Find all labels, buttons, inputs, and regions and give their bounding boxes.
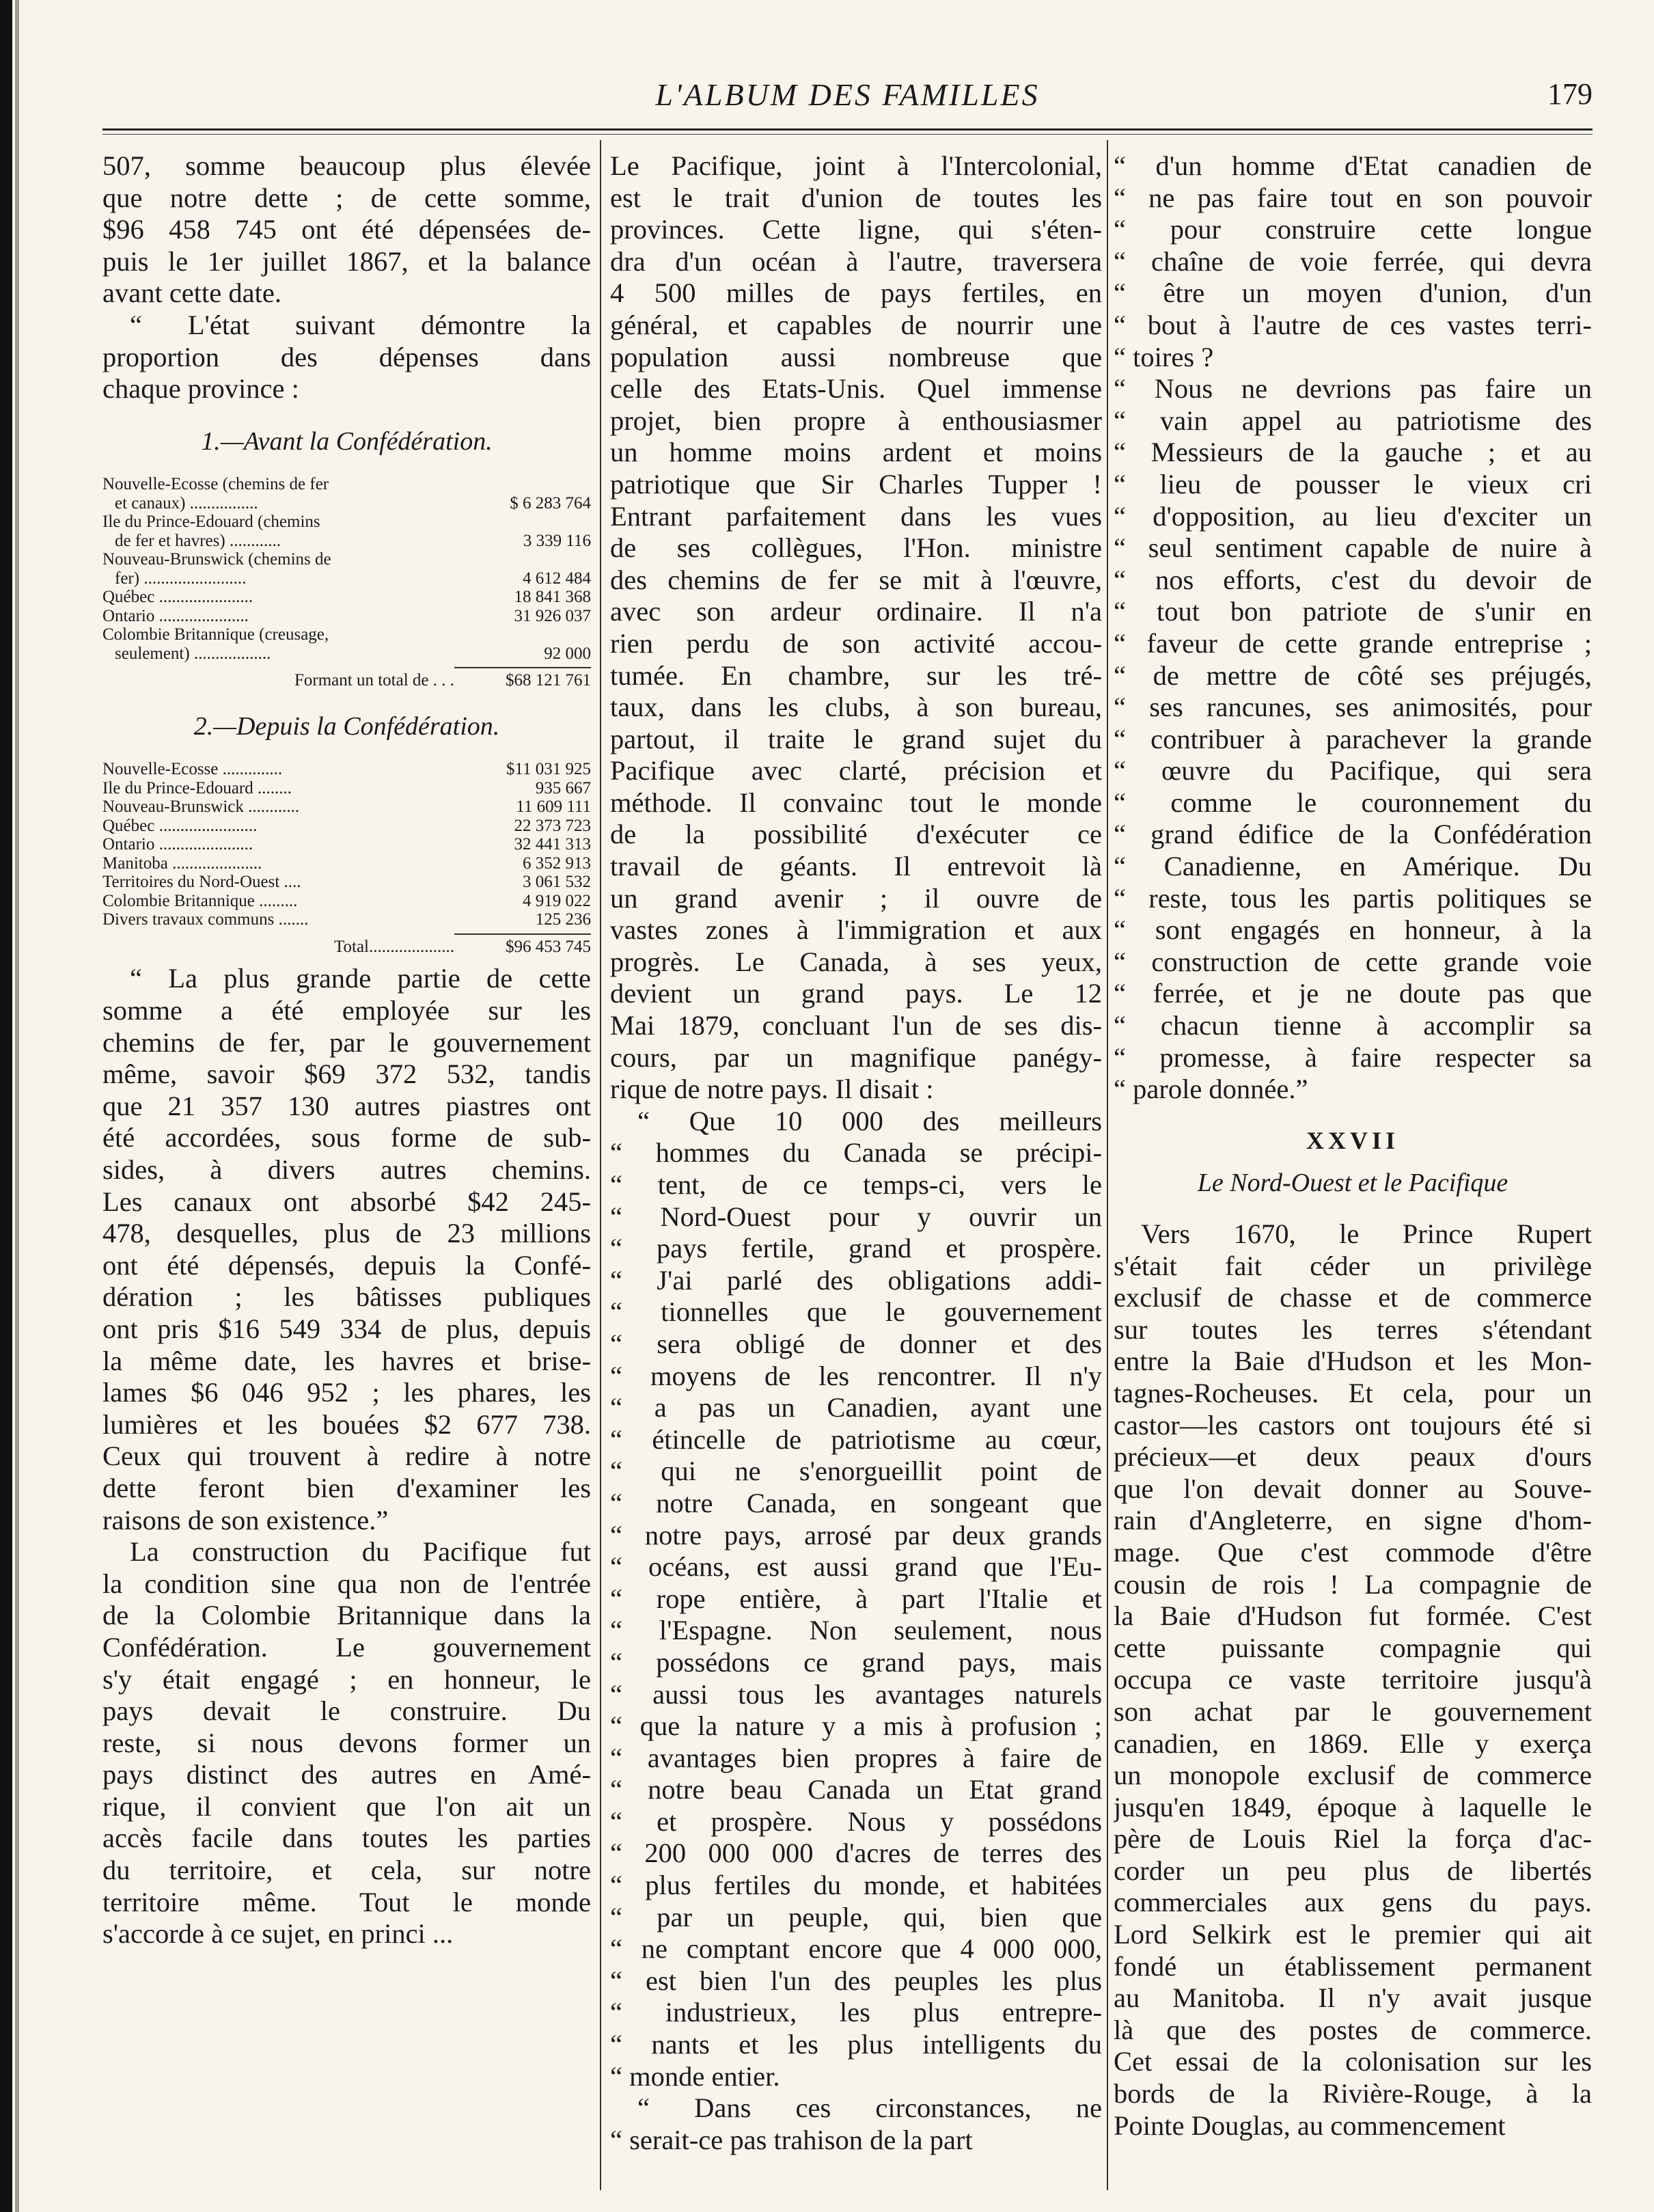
- text-line: “ sont engagés en honneur, à la: [1114, 914, 1592, 946]
- text-line: s'était fait céder un privilège: [1114, 1250, 1592, 1281]
- text-line: “ ne comptant encore que 4 000 000,: [610, 1933, 1102, 1965]
- text-line: “ sera obligé de donner et des: [610, 1328, 1102, 1359]
- text-line: “ 200 000 000 d'acres de terres des: [610, 1838, 1102, 1869]
- text-line: Confédération. Le gouvernement: [102, 1631, 591, 1663]
- text-line: rique de notre pays. Il disait :: [610, 1074, 934, 1105]
- text-line: 507, somme beaucoup plus élevée: [102, 150, 591, 181]
- table-title: 2.—Depuis la Confédération.: [193, 711, 500, 741]
- text-line: Lord Selkirk est le premier qui ait: [1114, 1919, 1592, 1950]
- text-line: projet, bien propre à enthousiasmer: [610, 405, 1102, 436]
- table-row: [102, 873, 591, 892]
- text-line: dération ; les bâtisses publiques: [102, 1281, 591, 1313]
- text-line: “ rope entière, à part l'Italie et: [610, 1583, 1102, 1614]
- text-line: “ de mettre de côté ses préjugés,: [1114, 659, 1592, 691]
- text-line: entre la Baie d'Hudson et les Mon-: [1114, 1346, 1592, 1377]
- table-row: [102, 550, 591, 569]
- text-line: “ aussi tous les avantages naturels: [610, 1678, 1102, 1710]
- text-line: la même date, les havres et brise-: [102, 1345, 591, 1376]
- text-line: “ étincelle de patriotisme au cœur,: [610, 1423, 1102, 1455]
- paragraph-block: [102, 963, 591, 1950]
- text-line: “ qui ne s'enorgueillit point de: [610, 1456, 1102, 1487]
- text-line: “ est bien l'un des peuples les plus: [610, 1965, 1102, 1996]
- text-line: là que des postes de commerce.: [1114, 2014, 1592, 2045]
- page-number: 179: [1547, 77, 1593, 111]
- text-line: lumières et les bouées $2 677 738.: [102, 1408, 591, 1440]
- text-line: “ avantages bien propres à faire de: [610, 1742, 1102, 1773]
- amount-value: 22 373 723: [514, 816, 591, 835]
- text-line: taux, dans les clubs, à son bureau,: [610, 692, 1102, 723]
- text-line: sur toutes les terres s'étendant: [1114, 1313, 1592, 1345]
- page-header: [102, 77, 1593, 124]
- text-line: Pacifique avec clarté, précision et: [610, 755, 1102, 787]
- text-line: pays distinct des autres en Amé-: [102, 1759, 591, 1790]
- text-line: “ œuvre du Pacifique, qui sera: [1114, 755, 1592, 787]
- text-line: un homme moins ardent et moins: [610, 437, 1102, 468]
- text-line: raisons de son existence.”: [102, 1504, 389, 1535]
- text-line: du territoire, et cela, sur notre: [102, 1855, 591, 1886]
- expense-table-after: [102, 760, 591, 956]
- amount-value: 6 352 913: [523, 854, 591, 873]
- province-label: Territoires du Nord-Ouest ....: [102, 873, 301, 892]
- text-column-2: [610, 150, 1102, 2156]
- table-row: [102, 569, 591, 588]
- text-line: “ chaîne de voie ferrée, qui devra: [1114, 245, 1592, 277]
- text-line: chaque province :: [102, 373, 299, 405]
- text-line: “ J'ai parlé des obligations addi-: [610, 1264, 1102, 1296]
- text-line: “ nants et les plus intelligents du: [610, 2029, 1102, 2060]
- section-number: XXVII: [1306, 1126, 1399, 1154]
- text-line: “ d'un homme d'Etat canadien de: [1114, 150, 1592, 181]
- text-line: somme a été employée sur les: [102, 995, 591, 1026]
- text-line: “ et prospère. Nous y possédons: [610, 1805, 1102, 1837]
- text-line: “ chacun tienne à accomplir sa: [1114, 1010, 1592, 1041]
- paragraph-block: [610, 150, 1102, 2156]
- text-line: Les canaux ont absorbé $42 245-: [102, 1186, 591, 1217]
- table-row: [102, 760, 591, 779]
- text-line: “ tionnelles que le gouvernement: [610, 1296, 1102, 1328]
- province-label-cont: et canaux) ................: [115, 493, 258, 513]
- text-line: tumée. En chambre, sur les tré-: [610, 659, 1102, 691]
- province-label: Manitoba .....................: [102, 854, 262, 873]
- text-line: occupa ce vaste territoire jusqu'à: [1114, 1664, 1592, 1695]
- text-line: cours, par un magnifique panégy-: [610, 1041, 1102, 1073]
- column-divider: [1107, 140, 1108, 2190]
- text-line: s'accorde à ce sujet, en princi ...: [102, 1918, 454, 1950]
- amount-value: 3 339 116: [523, 531, 591, 550]
- text-line: ont été dépensés, depuis la Confé-: [102, 1249, 591, 1281]
- text-line: lames $6 046 952 ; les phares, les: [102, 1377, 591, 1408]
- text-line: provinces. Cette ligne, qui s'éten-: [610, 214, 1102, 245]
- province-label: Nouvelle-Ecosse ..............: [102, 760, 283, 779]
- table-row: [102, 644, 591, 664]
- text-line: s'y était engagé ; en honneur, le: [102, 1663, 591, 1695]
- text-line: “ lieu de pousser le vieux cri: [1114, 468, 1592, 500]
- text-line: “ industrieux, les plus entrepre-: [610, 1997, 1102, 2028]
- text-line: “ faveur de cette grande entreprise ;: [1114, 627, 1592, 659]
- text-line: que 21 357 130 autres piastres ont: [102, 1090, 591, 1121]
- paragraph-block: [1114, 1218, 1592, 2142]
- text-line: travail de géants. Il entrevoit là: [610, 851, 1102, 882]
- sum-rule: [454, 667, 591, 668]
- table-row: [102, 607, 591, 626]
- text-line: accès facile dans toutes les parties: [102, 1822, 591, 1854]
- text-line: “ pays fertile, grand et prospère.: [610, 1233, 1102, 1264]
- amount-value: 11 609 111: [516, 797, 591, 817]
- total-value: $68 121 761: [506, 671, 591, 690]
- text-line: “ comme le couronnement du: [1114, 787, 1592, 818]
- text-line: “ possédons ce grand pays, mais: [610, 1646, 1102, 1678]
- text-line: cousin de rois ! La compagnie de: [1114, 1568, 1592, 1600]
- text-line: “ Canadienne, en Amérique. Du: [1114, 851, 1592, 882]
- text-line: rique, il convient que l'on ait un: [102, 1790, 591, 1822]
- amount-value: 935 667: [535, 778, 591, 797]
- text-line: “ grand édifice de la Confédération: [1114, 819, 1592, 850]
- province-label: Divers travaux communs .......: [102, 910, 309, 929]
- text-line: “ construction de cette grande voie: [1114, 946, 1592, 977]
- text-line: “ Messieurs de la gauche ; et au: [1114, 437, 1592, 468]
- text-line: “ océans, est aussi grand que l'Eu-: [610, 1551, 1102, 1583]
- table-row: [102, 817, 591, 836]
- province-label: Québec ......................: [102, 588, 253, 607]
- text-line: puis le 1er juillet 1867, et la balance: [102, 245, 591, 277]
- text-line: “ parole donnée.”: [1114, 1074, 1308, 1105]
- text-line: castor—les castors ont toujours été si: [1114, 1409, 1592, 1440]
- total-label: Total....................: [333, 937, 454, 956]
- text-line: 478, desquelles, plus de 23 millions: [102, 1218, 591, 1249]
- province-label: Québec .......................: [102, 816, 258, 835]
- text-line: été accordées, sous forme de sub-: [102, 1122, 591, 1153]
- text-line: mage. Que c'est commode d'être: [1114, 1536, 1592, 1568]
- province-label: Nouvelle-Ecosse (chemins de fer: [102, 475, 329, 494]
- text-line: rien perdu de son activité accou-: [610, 627, 1102, 659]
- paragraph-block: [102, 150, 591, 405]
- text-line: “ notre pays, arrosé par deux grands: [610, 1519, 1102, 1551]
- text-line: ont pris $16 549 334 de plus, depuis: [102, 1313, 591, 1344]
- text-line: exclusif de chasse et de commerce: [1114, 1282, 1592, 1313]
- text-line: Vers 1670, le Prince Rupert: [1141, 1218, 1592, 1249]
- text-line: “ nos efforts, c'est du devoir de: [1114, 564, 1592, 595]
- text-column-1: [102, 150, 591, 1950]
- running-title: L'ALBUM DES FAMILLES: [655, 77, 1040, 112]
- table-row: [102, 588, 591, 607]
- text-line: “ Que 10 000 des meilleurs: [637, 1105, 1102, 1136]
- text-line: “ notre Canada, en songeant que: [610, 1487, 1102, 1518]
- province-label: Ontario .....................: [102, 606, 249, 625]
- text-line: vastes zones à l'immigration et aux: [610, 914, 1102, 946]
- text-line: progrès. Le Canada, à ses yeux,: [610, 946, 1102, 977]
- text-line: “ tout bon patriote de s'unir en: [1114, 596, 1592, 627]
- table-row: [102, 797, 591, 817]
- text-line: “ monde entier.: [610, 2060, 780, 2092]
- text-line: Mai 1879, concluant l'un de ses dis-: [610, 1010, 1102, 1041]
- text-line: que l'on devait donner au Souve-: [1114, 1473, 1592, 1504]
- province-label: Ontario ......................: [102, 835, 253, 854]
- text-line: commerciales aux gens du pays.: [1114, 1887, 1592, 1918]
- book-spine-edge: [15, 0, 19, 2212]
- text-line: patriotique que Sir Charles Tupper !: [610, 468, 1102, 500]
- table-title: 1.—Avant la Confédération.: [201, 426, 493, 456]
- text-line: population aussi nombreuse que: [610, 341, 1102, 372]
- text-line: “ contribuer à parachever la grande: [1114, 723, 1592, 754]
- text-line: “ ne pas faire tout en son pouvoir: [1114, 182, 1592, 213]
- text-line: “ Nord-Ouest pour y ouvrir un: [610, 1201, 1102, 1232]
- table-row: [102, 854, 591, 873]
- amount-value: 31 926 037: [514, 606, 591, 625]
- text-line: sides, à divers autres chemins.: [102, 1154, 591, 1185]
- text-line: au Manitoba. Il n'y avait jusque: [1114, 1982, 1592, 2014]
- province-label: Colombie Britannique (creusage,: [102, 625, 329, 644]
- text-line: un grand avenir ; il ouvre de: [610, 882, 1102, 914]
- book-spine-shadow: [0, 0, 12, 2212]
- amount-value: 125 236: [535, 910, 591, 929]
- table-row: [102, 892, 591, 911]
- text-line: bords de la Rivière-Rouge, à la: [1114, 2078, 1592, 2109]
- text-line: la Baie d'Hudson fut formée. C'est: [1114, 1600, 1592, 1632]
- table-row: [102, 494, 591, 513]
- header-rule: [102, 128, 1593, 131]
- text-line: “ bout à l'autre de ces vastes terri-: [1114, 309, 1592, 340]
- text-line: “ ferrée, et je ne doute pas que: [1114, 978, 1592, 1009]
- province-label: Nouveau-Brunswick ............: [102, 797, 300, 817]
- text-line: Pointe Douglas, au commencement: [1114, 2109, 1506, 2141]
- text-line: même, savoir $69 372 532, tandis: [102, 1059, 591, 1090]
- text-line: Le Pacifique, joint à l'Intercolonial,: [610, 150, 1102, 181]
- province-label-cont: fer) ........................: [115, 569, 247, 588]
- text-line: des chemins de fer se mit à l'œuvre,: [610, 564, 1102, 595]
- text-line: territoire même. Tout le monde: [102, 1886, 591, 1917]
- text-line: reste, si nous devons former un: [102, 1727, 591, 1758]
- text-line: “ serait-ce pas trahison de la part: [610, 2124, 973, 2155]
- column-divider: [600, 140, 601, 2190]
- text-line: 4 500 milles de pays fertiles, en: [610, 277, 1102, 309]
- text-line: père de Louis Riel la força d'ac-: [1114, 1823, 1592, 1855]
- text-line: Entrant parfaitement dans les vues: [610, 500, 1102, 532]
- text-line: “ hommes du Canada se précipi-: [610, 1137, 1102, 1169]
- text-line: de ses collègues, l'Hon. ministre: [610, 532, 1102, 564]
- text-line: “ moyens de les rencontrer. Il n'y: [610, 1360, 1102, 1391]
- text-line: “ Dans ces circonstances, ne: [637, 2092, 1102, 2124]
- text-line: tagnes-Rocheuses. Et cela, pour un: [1114, 1377, 1592, 1408]
- sum-rule: [454, 933, 591, 935]
- text-line: pays devait le construire. Du: [102, 1695, 591, 1727]
- text-line: $96 458 745 ont été dépensées de-: [102, 214, 591, 245]
- text-line: “ plus fertiles du monde, et habitées: [610, 1870, 1102, 1901]
- text-line: cette puissante compagnie qui: [1114, 1632, 1592, 1663]
- text-column-3: [1114, 150, 1592, 2142]
- text-line: “ reste, tous les partis politiques se: [1114, 882, 1592, 914]
- text-line: “ promesse, à faire respecter sa: [1114, 1041, 1592, 1073]
- table-row: [102, 910, 591, 929]
- text-line: de la Colombie Britannique dans la: [102, 1600, 591, 1631]
- text-line: général, et capables de nourrir une: [610, 309, 1102, 340]
- table-row: [102, 779, 591, 798]
- province-label: Nouveau-Brunswick (chemins de: [102, 550, 331, 569]
- text-line: “ ses rancunes, ses animosités, pour: [1114, 692, 1592, 723]
- text-line: proportion des dépenses dans: [102, 341, 591, 372]
- table-row: [102, 513, 591, 532]
- text-line: “ notre beau Canada un Etat grand: [610, 1774, 1102, 1805]
- text-line: jusqu'en 1849, époque à laquelle le: [1114, 1791, 1592, 1822]
- text-line: rain d'Angleterre, en signe d'hom-: [1114, 1505, 1592, 1536]
- text-line: avec son ardeur ordinaire. Il n'a: [610, 596, 1102, 627]
- table-row: [102, 475, 591, 494]
- text-line: “ par un peuple, qui, bien que: [610, 1901, 1102, 1933]
- amount-value: 18 841 368: [514, 588, 591, 607]
- province-label-cont: de fer et havres) ............: [115, 531, 281, 550]
- text-line: Ceux qui trouvent à redire à notre: [102, 1440, 591, 1472]
- text-line: “ toires ?: [1114, 341, 1214, 372]
- text-line: “ que la nature y a mis à profusion ;: [610, 1710, 1102, 1742]
- table-row: [102, 532, 591, 551]
- table-row: [102, 835, 591, 854]
- amount-value: $11 031 925: [506, 760, 591, 779]
- text-line: est le trait d'union de toutes les: [610, 182, 1102, 213]
- table-row: [102, 625, 591, 644]
- text-line: chemins de fer, par le gouvernement: [102, 1026, 591, 1058]
- province-label: Colombie Britannique .........: [102, 891, 298, 910]
- text-line: “ pour construire cette longue: [1114, 214, 1592, 245]
- text-line: “ tent, de ce temps-ci, vers le: [610, 1169, 1102, 1200]
- text-line: “ être un moyen d'union, d'un: [1114, 277, 1592, 309]
- province-label-cont: seulement) ..................: [115, 644, 271, 663]
- text-line: “ Nous ne devrions pas faire un: [1114, 373, 1592, 405]
- amount-value: 4 919 022: [523, 891, 591, 910]
- text-line: corder un peu plus de libertés: [1114, 1855, 1592, 1886]
- header-rule-thin: [102, 134, 1593, 135]
- text-line: dette feront bien d'examiner les: [102, 1472, 591, 1503]
- amount-value: 32 441 313: [514, 835, 591, 854]
- text-line: La construction du Pacifique fut: [130, 1536, 591, 1568]
- text-line: “ a pas un Canadien, ayant une: [610, 1392, 1102, 1423]
- paragraph-block: [1114, 150, 1592, 1106]
- text-line: la condition sine qua non de l'entrée: [102, 1568, 591, 1599]
- province-label: Ile du Prince-Edouard (chemins: [102, 513, 320, 532]
- text-line: partout, il traite le grand sujet du: [610, 723, 1102, 754]
- total-label: Formant un total de . . .: [294, 671, 454, 690]
- text-line: “ d'opposition, au lieu d'exciter un: [1114, 500, 1592, 532]
- text-line: méthode. Il convainc tout le monde: [610, 787, 1102, 818]
- text-line: que notre dette ; de cette somme,: [102, 182, 591, 213]
- table-total-row: [102, 938, 591, 957]
- amount-value: 3 061 532: [523, 873, 591, 892]
- section-title: Le Nord-Ouest et le Pacifique: [1197, 1169, 1508, 1198]
- amount-value: $ 6 283 764: [510, 493, 591, 513]
- text-line: “ l'Espagne. Non seulement, nous: [610, 1615, 1102, 1646]
- amount-value: 92 000: [544, 644, 591, 663]
- text-line: précieux—et deux peaux d'ours: [1114, 1441, 1592, 1473]
- text-line: avant cette date.: [102, 277, 281, 309]
- province-label: Ile du Prince-Edouard ........: [102, 778, 292, 797]
- text-line: “ L'état suivant démontre la: [130, 309, 591, 340]
- text-line: “ seul sentiment capable de nuire à: [1114, 532, 1592, 564]
- text-line: “ vain appel au patriotisme des: [1114, 405, 1592, 436]
- text-line: celle des Etats-Unis. Quel immense: [610, 373, 1102, 405]
- text-line: “ La plus grande partie de cette: [130, 963, 591, 994]
- text-line: son achat par le gouvernement: [1114, 1695, 1592, 1727]
- text-line: fondé un établissement permanent: [1114, 1950, 1592, 1982]
- expense-table-before: [102, 475, 591, 690]
- text-line: canadien, en 1869. Elle y exerça: [1114, 1728, 1592, 1759]
- text-line: un monopole exclusif de commerce: [1114, 1760, 1592, 1791]
- text-line: devient un grand pays. Le 12: [610, 978, 1102, 1009]
- total-value: $96 453 745: [506, 937, 591, 956]
- table-total-row: [102, 671, 591, 690]
- text-line: dra d'un océan à l'autre, traversera: [610, 245, 1102, 277]
- text-line: Cet essai de la colonisation sur les: [1114, 2046, 1592, 2077]
- text-line: de la possibilité d'exécuter ce: [610, 819, 1102, 850]
- amount-value: 4 612 484: [523, 569, 591, 588]
